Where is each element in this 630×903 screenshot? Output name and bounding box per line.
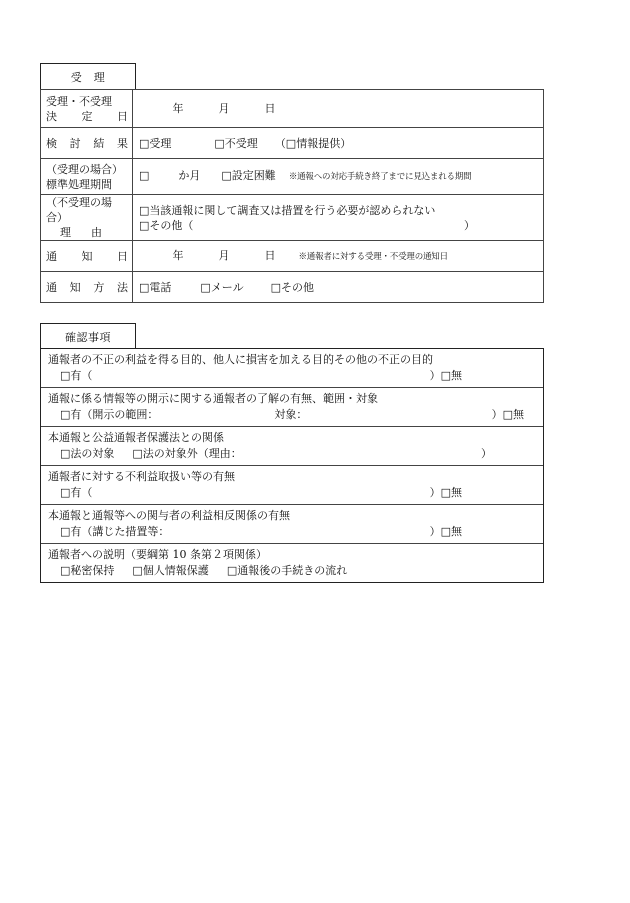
label-char: 知 [81,249,93,263]
months-label: か月 [178,169,201,182]
standard-period-label-line2: 標準処理期間 [46,177,112,191]
decision-date-row [41,90,544,128]
item-question: 通報者に対する不利益取扱い等の有無 [48,470,235,483]
accepted-checkbox[interactable]: □受理 [139,136,172,150]
confirmation-title-text: 確認事項 [65,330,111,344]
day-label: 日 [264,248,276,262]
email-checkbox[interactable]: □メール [200,280,244,294]
review-result-row [41,128,544,159]
review-result-label [41,128,133,159]
no-checkbox[interactable]: ）□無 [429,486,462,499]
label-char: 理 [60,226,71,239]
other-close: ） [464,218,475,232]
label-char: 法 [116,280,128,294]
item-question: 通報に係る情報等の開示に関する通報者の了解の有無、範囲・対象 [48,392,378,405]
item-answer[interactable] [48,407,536,423]
reason-option-other[interactable] [139,218,537,233]
privacy-checkbox[interactable]: □個人情報保護 [132,564,209,577]
label-char: 通 [46,280,57,294]
label-char: 討 [69,136,81,150]
reason-field [133,195,544,241]
notice-date-label-chars [46,249,128,264]
label-char: 日 [117,109,128,123]
label-char: 日 [117,249,128,263]
phone-checkbox[interactable]: □電話 [139,280,172,294]
decision-date-label-line2 [46,109,128,124]
standard-period-row [41,159,544,195]
notice-date-label [41,241,133,272]
no-checkbox[interactable]: ）□無 [429,369,462,382]
confirmation-item-disadvantage [41,465,543,504]
review-result-field [133,128,544,159]
standard-period-label [41,159,133,195]
confirmation-item-improper-purpose [41,349,543,387]
info-provision-checkbox[interactable]: （□情報提供） [274,136,352,150]
not-accepted-checkbox[interactable]: □不受理 [214,136,258,150]
confirmation-item-protection-law [41,426,543,465]
label-char: 知 [69,280,81,294]
confirmation-item-explanation [41,543,543,582]
label-char: 果 [116,136,128,150]
reception-section-title [40,63,136,90]
confirmation-box [40,348,544,583]
item-answer[interactable] [48,368,536,384]
law-non-target-checkbox[interactable]: □法の対象外（理由： [132,447,242,460]
notice-date-note: ※通報者に対する受理・不受理の通知日 [298,251,448,262]
confidentiality-checkbox[interactable]: □秘密保持 [60,564,115,577]
notice-method-label-chars [46,280,128,295]
no-checkbox[interactable]: ）□無 [491,408,524,421]
confirmation-item-disclosure-consent [41,387,543,426]
label-char: 由 [91,226,102,239]
notice-method-label [41,272,133,303]
item-answer [48,563,536,579]
notice-date-field[interactable] [133,241,544,272]
yes-checkbox[interactable]: □有（講じた措置等： [60,525,170,538]
yes-checkbox[interactable]: □有（開示の範囲： [60,408,159,421]
reason-label-line2 [60,225,102,240]
period-checkbox[interactable]: □ [139,169,150,182]
label-char: 方 [93,280,105,294]
reason-option-no-need[interactable]: □当該通報に関して調査又は措置を行う必要が認められない [139,203,436,217]
item-question: 通報者の不正の利益を得る目的、他人に損害を加える目的その他の不正の目的 [48,353,433,366]
yes-checkbox[interactable]: □有（ [60,369,93,382]
reason-row [41,195,544,241]
notice-date-row [41,241,544,272]
item-question: 本通報と通報等への関与者の利益相反関係の有無 [48,509,290,522]
day-label: 日 [264,102,276,115]
reception-table [40,89,544,303]
difficult-checkbox[interactable]: □設定困難 [221,169,276,182]
label-char: 通 [46,249,57,263]
reason-label [41,195,133,241]
decision-date-label [41,90,133,128]
review-result-label-chars [46,136,128,151]
month-label: 月 [218,248,230,262]
reception-title-text: 受 理 [70,71,106,84]
no-checkbox[interactable]: ）□無 [429,525,462,538]
decision-date-label-line1: 受理・不受理 [46,94,112,108]
standard-period-label-line1: （受理の場合） [46,162,123,176]
procedure-flow-checkbox[interactable]: □通報後の手続きの流れ [226,564,348,577]
yes-checkbox[interactable]: □有（ [60,486,93,499]
item-answer[interactable] [48,446,536,462]
label-char: 結 [93,136,105,150]
item-question: 本通報と公益通報者保護法との関係 [48,431,224,444]
close-paren: ） [481,447,492,460]
reason-label-line1: （不受理の場合） [46,196,112,224]
month-label: 月 [218,102,230,115]
confirmation-section-title [40,323,136,349]
period-note: ※通報への対応手続き終了までに見込まれる期間 [288,172,472,182]
other-checkbox[interactable]: □その他 [270,280,314,294]
law-target-checkbox[interactable]: □法の対象 [60,447,115,460]
label-char: 決 [46,109,57,123]
other-open: □その他（ [139,218,194,232]
label-char: 定 [81,109,93,123]
item-answer[interactable] [48,524,536,540]
confirmation-item-conflict-of-interest [41,504,543,543]
decision-date-field[interactable] [133,90,544,128]
year-label: 年 [172,102,184,115]
notice-method-row [41,272,544,303]
item-answer[interactable] [48,485,536,501]
standard-period-field [133,159,544,195]
target-label: 対象： [274,408,308,421]
notice-method-field [133,272,544,303]
item-question: 通報者への説明（要綱第 10 条第２項関係） [48,548,267,561]
year-label: 年 [172,248,184,262]
label-char: 検 [46,136,57,150]
